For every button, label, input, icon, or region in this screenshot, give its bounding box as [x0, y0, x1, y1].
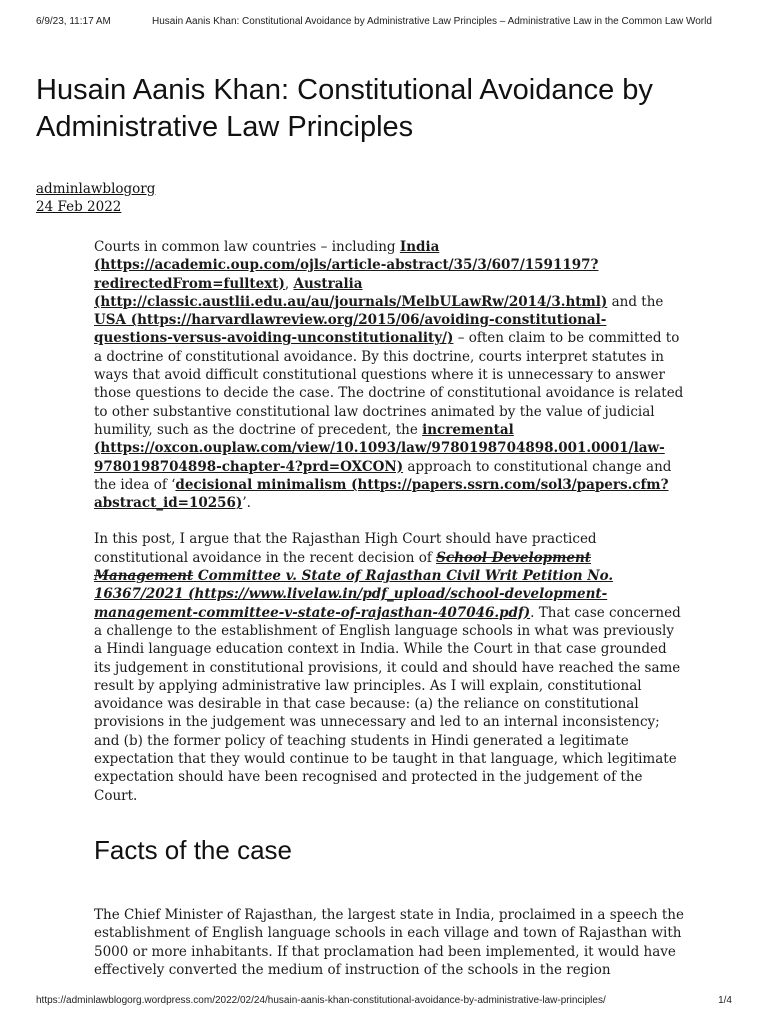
date-link[interactable]: 24 Feb 2022: [36, 199, 122, 215]
paragraph-argument: [94, 530, 684, 804]
author-link[interactable]: adminlawblogorg: [36, 181, 156, 197]
australia-link[interactable]: Australia (http://classic.austlii.edu.au/au/journals/MelbULawRw/2014/3.html): [94, 275, 608, 310]
usa-link[interactable]: USA (https://harvardlawreview.org/2015/06/avoiding-constitutional-questions-versus-avoiding-unconstitutionality/): [94, 312, 607, 347]
article-title: Husain Aanis Khan: Constitutional Avoidance by Administrative Law Principles: [36, 74, 653, 143]
paragraph-facts: The Chief Minister of Rajasthan, the largest state in India, proclaimed in a speech the establishment of English language schools in each village and town of Rajasthan with 5000 or more inhabitants. If that proclamation had been implemented, it would have effectively converted the medium of instruction of the schools in the region: [94, 907, 684, 978]
intro-text-6: ’.: [242, 495, 251, 512]
argument-text-1: In this post, I argue that the Rajasthan High Court should have practiced constitutional avoidance in the recent decision of: [94, 531, 597, 566]
intro-text-3: and the: [607, 293, 664, 310]
article-body: [94, 238, 684, 823]
intro-text-5: approach to constitutional change and the idea of ‘: [94, 458, 672, 493]
case-link-rest[interactable]: Committee v. State of Rajasthan Civil Writ Petition No. 16367/2021 (https://www.livelaw.in/pdf_upload/school-development-management-committee-v-state-of-rajasthan-407046.pdf): [94, 568, 614, 621]
print-footer: [36, 995, 732, 1006]
incremental-link[interactable]: incremental (https://oxcon.ouplaw.com/view/10.1093/law/9780198704898.001.0001/law-9780198704898-chapter-4?prd=OXCON): [94, 421, 665, 475]
india-link[interactable]: India (https://academic.oup.com/ojls/article-abstract/35/3/607/1591197?redirectedFrom=fulltext): [94, 239, 599, 292]
article-meta: [36, 180, 155, 216]
page-number: 1/4: [718, 995, 732, 1006]
section-heading-facts: Facts of the case: [94, 835, 292, 865]
argument-text-2: . That case concerned a challenge to the establishment of English language schools in what was previously a Hindi language education context in India. While the Court in that case grounded its judgement in constitutional provisions, it could and should have reached the same result by applying administrative law principles. As I will explain, constitutional avoidance was desirable in that case because: (a) the reliance on constitutional provisions in the judgement was unnecessary and led to an internal inconsistency; and (b) the former policy of teaching students in Hindi generated a legitimate expectation that they would continue to be taught in that language, which legitimate expectation should have been recognised and protected in the judgement of the Court.: [94, 604, 681, 804]
print-date: 6/9/23, 11:17 AM: [36, 16, 111, 27]
page-url: https://adminlawblogorg.wordpress.com/2022/02/24/husain-aanis-khan-constitutional-avoidance-by-administrative-law-principles/: [36, 995, 606, 1006]
intro-text-4: – often claim to be committed to a doctrine of constitutional avoidance. By this doctrine, courts interpret statutes in ways that avoid difficult constitutional questions where it is unnecessary to answer those questions to decide the case. The doctrine of constitutional avoidance is related to other substantive constitutional law doctrines animated by the value of judicial humility, such as the doctrine of precedent, the: [94, 330, 684, 438]
decisional-minimalism-link[interactable]: decisional minimalism (https://papers.ssrn.com/sol3/papers.cfm?abstract_id=10256): [94, 476, 669, 512]
intro-text-2: ,: [284, 275, 294, 292]
intro-text-1: Courts in common law countries – including: [94, 239, 400, 255]
case-link-title[interactable]: School Development Management: [94, 549, 591, 585]
paragraph-intro: [94, 238, 684, 512]
print-page-title: Husain Aanis Khan: Constitutional Avoidance by Administrative Law Principles – Administrative Law in the Common Law World: [152, 16, 712, 27]
